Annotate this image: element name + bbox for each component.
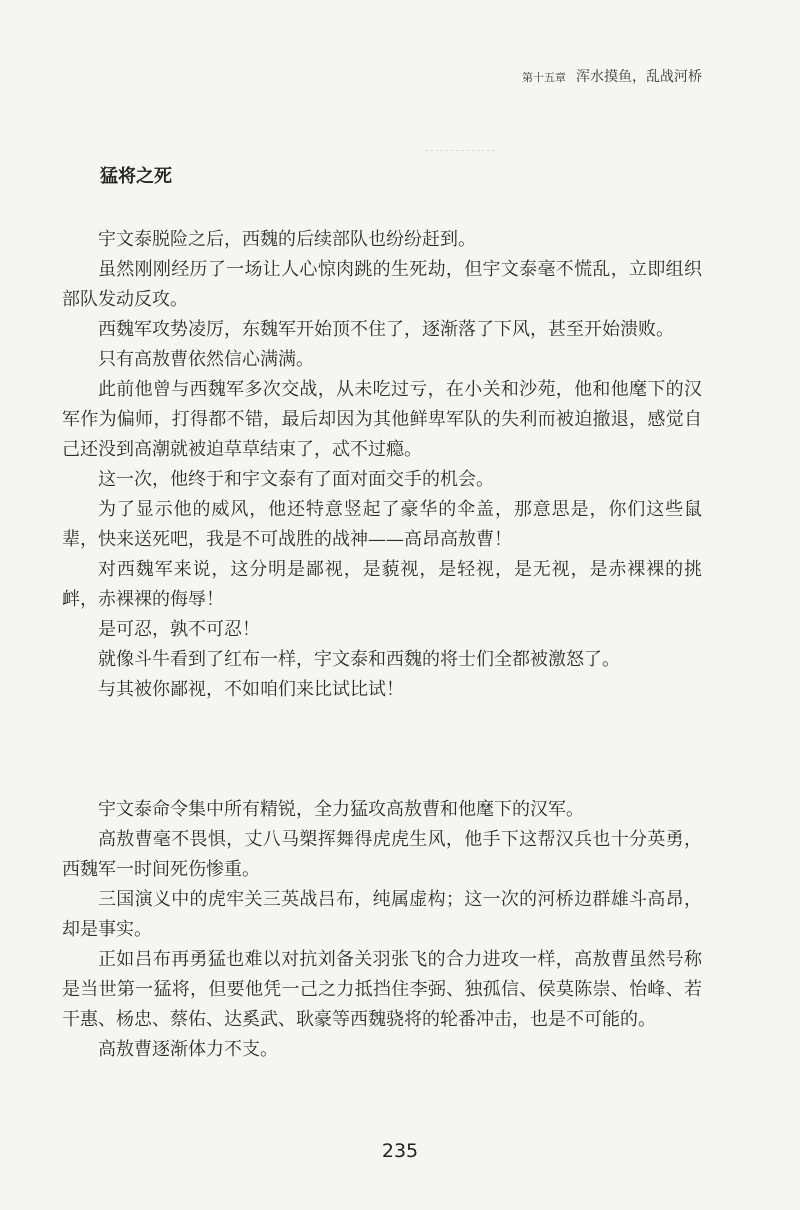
paragraph: 为了显示他的威风，他还特意竖起了豪华的伞盖，那意思是，你们这些鼠辈，快来送死吧，我是不可战胜的战神——高昂高敖曹！ (62, 499, 702, 550)
paragraph: 高敖曹逐渐体力不支。 (98, 1039, 278, 1060)
paragraph: 只有高敖曹依然信心满满。 (98, 349, 314, 370)
paragraph: 西魏军攻势凌厉，东魏军开始顶不住了，逐渐落了下风，甚至开始溃败。 (98, 319, 674, 340)
body-text-block-1 (62, 225, 702, 705)
body-text-block-2 (62, 795, 702, 1065)
paragraph: 宇文泰脱险之后，西魏的后续部队也纷纷赶到。 (98, 229, 476, 250)
paragraph: 高敖曹毫不畏惧，丈八马槊挥舞得虎虎生风，他手下这帮汉兵也十分英勇，西魏军一时间死伤惨重。 (62, 829, 702, 880)
paragraph: 就像斗牛看到了红布一样，宇文泰和西魏的将士们全都被激怒了。 (98, 649, 620, 670)
chapter-number: 第十五章 (522, 71, 566, 84)
chapter-title: 浑水摸鱼，乱战河桥 (576, 69, 702, 85)
paragraph: 是可忍，孰不可忍！ (98, 619, 260, 640)
paragraph: 三国演义中的虎牢关三英战吕布，纯属虚构；这一次的河桥边群雄斗高昂，却是事实。 (62, 889, 702, 940)
scan-artifact (425, 150, 495, 153)
running-header (522, 66, 702, 86)
paragraph: 宇文泰命令集中所有精锐，全力猛攻高敖曹和他麾下的汉军。 (98, 799, 584, 820)
paragraph: 这一次，他终于和宇文泰有了面对面交手的机会。 (98, 469, 494, 490)
section-title: 猛将之死 (100, 166, 172, 187)
paragraph: 正如吕布再勇猛也难以对抗刘备关羽张飞的合力进攻一样，高敖曹虽然号称是当世第一猛将，但要他凭一己之力抵挡住李弼、独孤信、侯莫陈崇、怡峰、若干惠、杨忠、蔡佑、达奚武、耿豪等西魏骁将的轮番冲击，也是不可能的。 (62, 949, 702, 1030)
paragraph: 对西魏军来说，这分明是鄙视，是藐视，是轻视，是无视，是赤裸裸的挑衅，赤裸裸的侮辱！ (62, 559, 702, 610)
paragraph: 此前他曾与西魏军多次交战，从未吃过亏，在小关和沙苑，他和他麾下的汉军作为偏师，打得都不错，最后却因为其他鲜卑军队的失利而被迫撤退，感觉自己还没到高潮就被迫草草结束了，忒不过瘾。 (62, 379, 702, 460)
paragraph: 虽然刚刚经历了一场让人心惊肉跳的生死劫，但宇文泰毫不慌乱，立即组织部队发动反攻。 (62, 259, 702, 310)
paragraph: 与其被你鄙视，不如咱们来比试比试！ (98, 679, 404, 700)
page-number: 235 (381, 1140, 419, 1162)
